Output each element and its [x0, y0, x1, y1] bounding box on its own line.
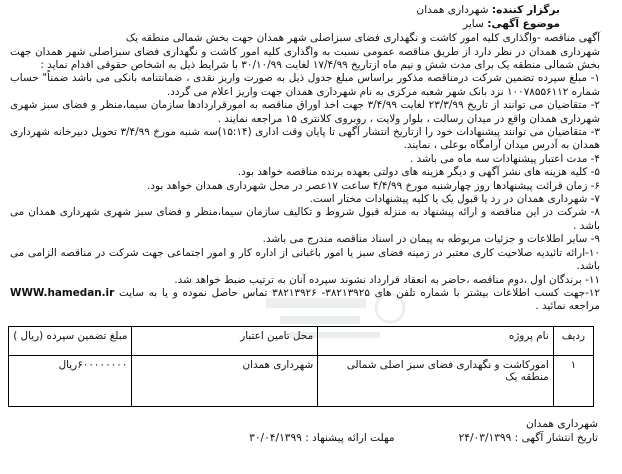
notice-meta — [10, 4, 600, 31]
deadline-date — [249, 431, 394, 445]
project-table — [8, 326, 594, 407]
notice-footer — [10, 417, 600, 445]
header-deposit-amount: مبلغ تضمین سپرده (ریال ) — [9, 326, 132, 355]
subject-label: موضوع آگهی: — [487, 17, 560, 30]
header-row-number: ردیف — [553, 326, 593, 355]
clause-5: ۵- کلیه هزینه های نشر آگهی و دیگر هزینه های دولتی بعهده برنده مناقصه خواهد بود. — [237, 166, 600, 179]
cell-row-number: ۱ — [553, 355, 593, 406]
publish-date — [459, 431, 598, 445]
subject-value: سایر — [462, 17, 484, 30]
cell-project-name: امورکاشت و نگهداری فضای سبز اصلی شمالی منطقه یک — [318, 355, 554, 406]
organizer-line — [10, 4, 560, 18]
table-row — [9, 355, 594, 406]
deadline-date-label: مهلت ارائه پیشنهاد : — [305, 431, 395, 444]
clause-6: ۶- زمان قرائت پیشنهادها روز چهارشنبه مورخ ۴/۴/۹۹ ساعت ۱۷عصر در محل شهرداری همدان خواهد بود. — [147, 179, 600, 192]
cell-deposit-amount: ۶۰۰۰۰۰۰۰۰ریال — [9, 355, 132, 406]
clause-12-end: مراجعه نمائید . — [535, 300, 600, 313]
clause-10: ۱۰-ارائه تائیدیه صلاحیت کاری معتبر در زمینه فضای سبز یا امور باغبانی از اداره کار و امور اجتماعی جهت شرکت در مناقصه الزامی می باشد. — [10, 246, 600, 273]
clause-11: ۱۱- برندگان اول ،دوم مناقصه ،حاضر به انعقاد قرارداد نشوند سپرده آنان به ترتیب ضبط خواهد شد. — [174, 273, 600, 286]
website-link[interactable]: WWW.hamedan.ir — [10, 286, 115, 299]
header-funding-source: محل تامین اعتبار — [132, 326, 318, 355]
clause-8: ۸- شرکت در این مناقصه و ارائه پیشنهاد به منزله قبول شروط و تکالیف سازمان سیما،منظر و فضای سبز شهری شهرداری همدان می باشد . — [10, 206, 600, 232]
footer-dates — [10, 431, 598, 445]
organizer-label: برگزار کننده: — [491, 4, 560, 16]
clause-2: ۲- متقاضیان می توانند از تاریخ ۲۳/۳/۹۹ لغایت ۳/۴/۹۹ جهت اخذ اوراق مناقصه به امورقراردادها سازمان سیما،منظر و فضای سبز شهری شهرداری همدان واقع در میدان رسالت ، بلوار ولایت ، روبروی کلانتری ۱۵ مراجعه نمایند . — [10, 99, 600, 125]
clause-12-text: ۱۲-جهت کسب اطلاعات بیشتر با شماره تلفن های ۳۸۲۱۳۹۲۵- ۳۸۲۱۳۹۲۶ تماس حاصل نموده و یا به سایت — [119, 286, 600, 299]
deadline-date-value: ۳۰/۰۴/۱۳۹۹ — [249, 431, 302, 444]
header-project-name: نام پروژه — [318, 326, 554, 355]
organizer-value: شهرداری همدان — [416, 4, 489, 16]
clause-7: ۷- شهرداری همدان در رد یا قبول یک یا کلیه پیشنهادات مختار است. — [309, 193, 600, 206]
clause-9: ۹- سایر اطلاعات و جزئیات مربوطه به پیمان در اسناد مناقصه مندرج می باشد. — [262, 233, 600, 246]
cell-funding-source: شهرداری همدان — [132, 355, 318, 406]
subject-line — [10, 18, 560, 32]
footer-org: شهرداری همدان — [525, 417, 598, 430]
publish-date-value: ۲۴/۰۳/۱۳۹۹ — [458, 431, 512, 444]
notice-intro: شهرداری همدان در نظر دارد از طریق مناقصه عمومی نسبت به واگذاری کلیه امور کاشت و نگهداری فضای سبزاصلی شهر همدان جهت بخش شمالی منطقه یک برای مدت شش و نیم ماه ازتاریخ ۱۷/۴/۹۹ لغایت ۳۰/۱۰/۹۹ با شرایط ذیل به اشخاص حقوقی اقدام نماید : — [10, 45, 600, 71]
notice-title: آگهی مناقصه -واگذاری کلیه امور کاشت و نگهداری فضای سبزاصلی شهر همدان جهت بخش شمالی منطقه یک — [125, 32, 600, 45]
clause-4: ۴- مدت اعتبار پیشنهادات سه ماه می باشد . — [410, 152, 600, 165]
notice-body — [10, 32, 600, 314]
clause-1: ۱- مبلغ سپرده تضمین شرکت درمناقصه مذکور براساس مبلغ جدول ذیل به صورت واریز نقدی ، ضمانتنامه بانکی می باشد ضمناً" حساب شماره ۱۰۰۷۸۵۵۶۱۱۲ نزد بانک شهر شعبه مرکزی به نام شهرداری همدان جهت واریز اعلام می گردد. — [10, 72, 600, 98]
table-header-row — [9, 326, 594, 355]
clause-3: ۳- متقاضیان می توانند پیشنهادات خود را ازتاریخ انتشار آگهی تا پایان وقت اداری (۱۵:۱۴)سه شنبه مورخ ۳/۴/۹۹ تحویل دبیرخانه شهرداری همدان به آدرس میدان آرامگاه بوعلی ، نمایند. — [10, 126, 600, 152]
clause-12 — [10, 287, 600, 314]
publish-date-label: تاریخ انتشار آگهی : — [514, 431, 598, 444]
